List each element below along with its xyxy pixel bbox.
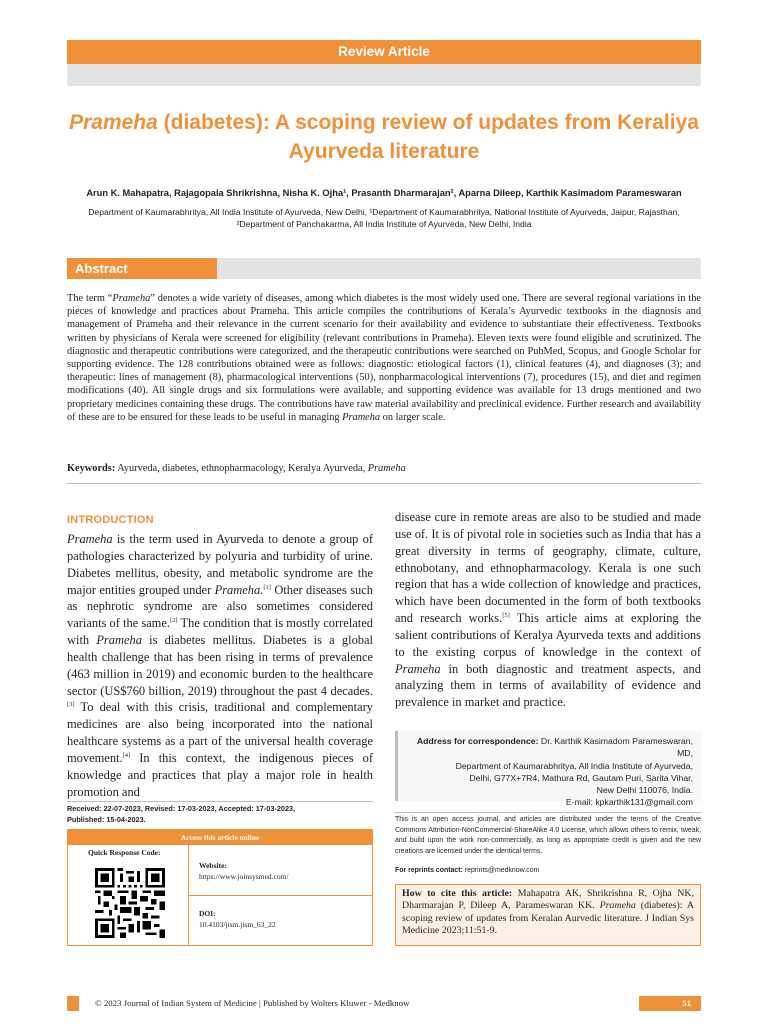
title-italic-term: Prameha (69, 111, 158, 134)
website-link[interactable]: https://www.joinsysmed.com/ (199, 872, 289, 881)
article-dates (67, 801, 373, 825)
citation-ref[interactable]: [2] (170, 617, 178, 625)
correspondence-email[interactable]: E-mail: kpkarthik131@gmail.com (565, 797, 693, 808)
title-rest: (diabetes): A scoping review of updates from Keraliya Ayurveda literature (157, 111, 699, 163)
dates-line-1: Received: 22-07-2023, Revised: 17-03-2023, Accepted: 17-03-2023, (67, 804, 296, 813)
citation-text: Mahapatra AK, Shrikrishna R, Ojha NK, Dharmarajan P, Dileep A, Parameswaran KK. (402, 888, 695, 912)
website-label: Website: (199, 861, 227, 870)
body-seg: In this context, the indigenous pieces of knowledge and practices that play a major role in health promotion and (67, 750, 373, 799)
article-type-banner (67, 40, 701, 64)
italic-term: Prameha (214, 582, 261, 597)
correspondence-line: Delhi, G77X+7R4, Mathura Rd, Gautam Puri, Sarita Vihar, (469, 772, 693, 783)
body-seg: in both diagnostic and treatment aspects, and analyzing them in terms of availability of evidence and prevalence in market and practice. (395, 661, 701, 710)
website-block (199, 860, 289, 882)
citation-box (395, 884, 701, 946)
body-seg: . (260, 582, 264, 597)
citation-label: How to cite this article: (402, 888, 513, 899)
qr-label: Quick Response Code: (88, 848, 161, 857)
correspondence-label: Address for correspondence: (416, 736, 539, 746)
doi-link[interactable]: 10.4103/jism.jism_63_22 (199, 920, 276, 929)
citation-text: (diabetes): A scoping review of updates from Keralan Aurvedic literature. J Indian Sys Medicine 2023;11:51-9. (402, 900, 694, 936)
article-type-label: Review Article (338, 44, 430, 59)
body-seg: This article aims at exploring the salient contributions of Keralya Ayurveda texts and additions to the existing corpus of knowledge in the context of (395, 611, 701, 659)
banner-gray-strip (67, 64, 701, 86)
reprints-label: For reprints contact: (395, 867, 463, 874)
abstract-heading-bar (67, 258, 701, 279)
access-header: Access this article online (68, 830, 372, 845)
divider (67, 483, 701, 484)
abstract-heading: Abstract (67, 258, 217, 279)
body-seg: is diabetes mellitus. Diabetes is a global health challenge that has been rising in terms of prevalence (463 million in 2019) and economic burden to the healthcare sector (US$760 billion, 2019) throughout the past 4 decades. (67, 633, 373, 698)
license-notice: This is an open access journal, and articles are distributed under the terms of the Creative Commons Attribution-NonCommercial-ShareAlike 4.0 License, which allows others to remix, tweak, and build upon the work non-commercially, as long as appropriate credit is given and the new creations are licensed under the identical terms. (395, 812, 701, 857)
correspondence-line: Department of Kaumarabhritya, All India Institute of Ayurveda, (455, 760, 693, 771)
dates-line-2: Published: 15-04-2023. (67, 815, 146, 824)
body-seg: The condition that is mostly correlated with (67, 616, 374, 648)
abstract-text (67, 292, 701, 424)
doi-block (199, 908, 276, 930)
reprints-contact (395, 866, 701, 877)
citation-ref[interactable]: [3] (67, 701, 75, 709)
keywords-label: Keywords: (67, 463, 116, 474)
abstract-italic-term: Prameha (112, 293, 151, 304)
article-title (60, 108, 708, 166)
italic-term: Prameha (599, 900, 636, 912)
qr-code-icon[interactable] (95, 868, 165, 938)
page-number: 51 (682, 998, 691, 1008)
citation-ref[interactable]: [4] (122, 751, 131, 759)
abstract-seg: ” denotes a wide variety of diseases, among which diabetes is the most widely used one. There are several regional variations in the pieces of knowledge and practices about Prameha. This article compiles the contributions of Kerala’s Ayurvedic textbooks in the diagnosis and management of Prameha and their relevance in the current scenario for their availability and evidence to substantiate their effectiveness. Textbooks written by physicians of Kerala were screened for eligibility (relevant contributions in Prameha). Eleven texts were found eligible and scrutinized. The diagnostic and therapeutic contributions were categorized, and the therapeutic contributions were searched on PubMed, Scopus, and Google Scholar for supporting evidence. The 128 contributions obtained were as follows: diagnostic: etiological factors (1), clinical features (4), and diagnoses (3); and therapeutic: lines of management (8), pharmacological interventions (50), nonpharmacological interventions (7), procedures (15), and diet and regimen modifications (40). All single drugs and six formulations were available, and supporting evidence was available for 13 drugs mentioned and two proprietary medicines containing these drugs. The contributions have raw material availability and preclinical evidence. Further research and availability of these are to be ensured for these leads to be useful in managing (67, 293, 701, 423)
italic-term: Prameha (395, 661, 441, 676)
page-footer (67, 996, 701, 1011)
introduction-heading: INTRODUCTION (67, 514, 154, 526)
author-list: Arun K. Mahapatra, Rajagopala Shrikrishna, Nisha K. Ojha¹, Prasanth Dharmarajan², Aparna Dileep, Karthik Kasimadom Parameswaran (86, 188, 682, 198)
citation-ref[interactable]: [1] (263, 583, 271, 591)
citation-ref[interactable]: [5] (502, 611, 510, 619)
abstract-seg: The term “ (67, 293, 113, 304)
abstract-italic-term: Prameha (342, 411, 381, 423)
body-column-right (395, 509, 701, 711)
correspondence-line: New Delhi 110076, India. (596, 785, 693, 796)
keywords-list: Ayurveda, diabetes, ethnopharmacology, Keralya Ayurveda, (115, 463, 368, 474)
body-seg: is the term used in Ayurveda to denote a group of pathologies characterized by polyuria and turbidity of urine. Diabetes mellitus, obesity, and metabolic syndrome are the major entities grouped under (67, 532, 373, 597)
body-seg: To deal with this crisis, traditional and complementary medicines are also being incorporated into the national healthcare systems as a part of the universal health coverage movement. (67, 700, 373, 765)
access-box (67, 829, 373, 946)
abstract-seg: on larger scale. (380, 411, 446, 423)
correspondence-name: Dr. Karthik Kasimadom Parameswaran, MD, (538, 736, 693, 759)
body-seg: Other diseases such as nephrotic syndrome are also sometimes considered variants of the same. (67, 582, 373, 631)
affiliation-line-2: ²Department of Panchakarma, All India Institute of Ayurveda, New Delhi, India (236, 219, 532, 229)
affiliations (60, 206, 708, 230)
body-seg: disease cure in remote areas are also to be studied and made use of. It is of pivotal role in societies such as India that has a great diversity in terms of geography, climate, culture, ethnobotany, and ethnopharmacology. Kerala is one such region that has a wide collection of knowledge and practices, which have been documented in the form of both textbooks and research works. (395, 510, 701, 626)
doi-label: DOI: (199, 909, 216, 918)
keywords-italic: Prameha (367, 463, 406, 474)
affiliation-line-1: Department of Kaumarabhritya, All India Institute of Ayurveda, New Delhi, ¹Department of Kaumarabhritya, National Institute of Ayurveda, Jaipur, Rajasthan, (88, 207, 680, 217)
italic-term: Prameha (67, 532, 113, 546)
divider (188, 895, 372, 896)
italic-term: Prameha (96, 633, 142, 648)
body-column-left (67, 531, 373, 801)
footer-copyright: © 2023 Journal of Indian System of Medicine | Published by Wolters Kluwer - Medknow (95, 998, 410, 1008)
keywords (67, 462, 701, 475)
reprints-email[interactable]: reprints@medknow.com (462, 867, 540, 874)
correspondence-box (395, 731, 701, 808)
